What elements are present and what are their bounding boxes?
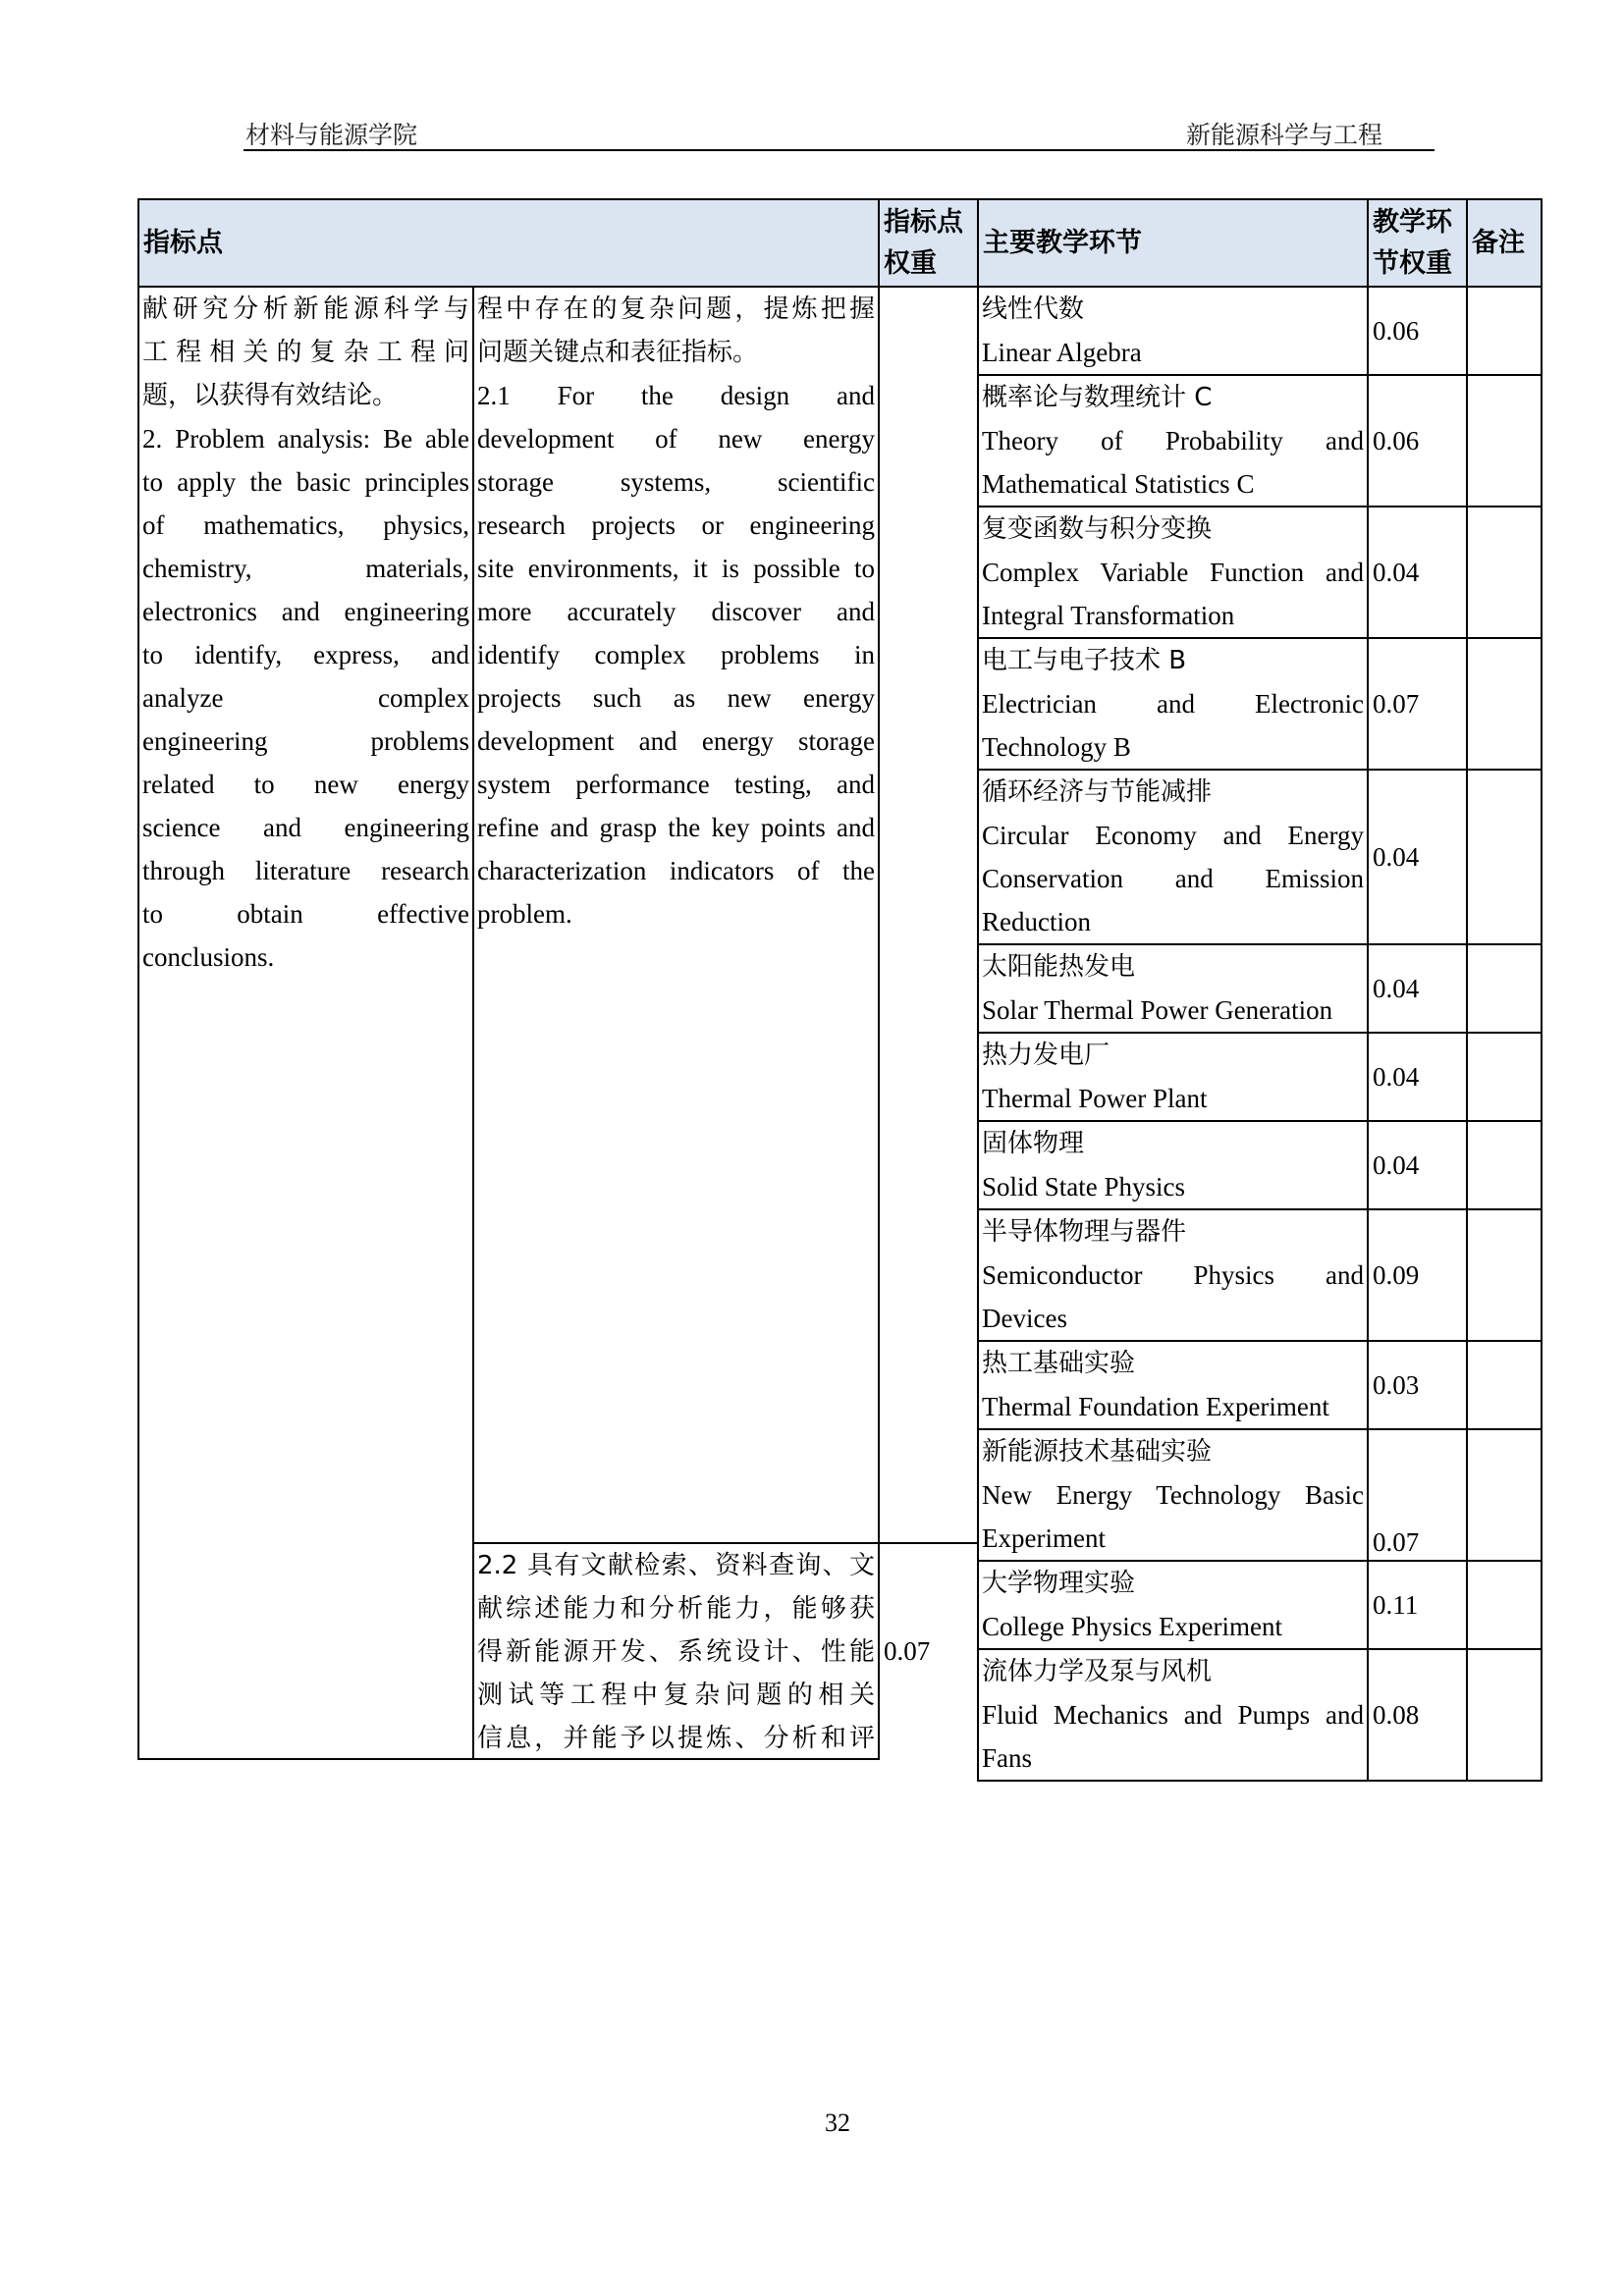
course-weight: 0.04 [1367,769,1468,945]
course-weight: 0.07 [1367,1428,1468,1562]
course-remark [1466,506,1543,639]
sub-indicator-2-1-text-line: storage systems, scientific [477,467,875,497]
course-name-en: Fans [982,1743,1033,1773]
sub-indicator-2-1-text-line: development and energy storage [477,726,875,756]
indicator-text-line: science and engineering [142,813,469,842]
course-remark [1466,769,1543,945]
course-name-cell [977,374,1369,507]
indicator-text-line: conclusions. [142,942,275,972]
course-remark [1466,1032,1543,1122]
course-name-en: Complex Variable Function and [982,558,1364,587]
header-main-teaching: 主要教学环节 [977,198,1369,288]
course-name-en: Thermal Foundation Experiment [982,1392,1329,1421]
course-name-en: Conservation and Emission [982,864,1364,893]
indicator-text-line: related to new energy [142,770,469,799]
course-name-zh: 热力发电厂 [982,1041,1110,1070]
course-name-en: Reduction [982,907,1091,936]
sub-indicator-2-1-weight [878,286,979,1544]
course-remark [1466,943,1543,1034]
header-teaching-weight-line1: 教学环 [1373,206,1452,238]
course-remark [1466,1560,1543,1650]
course-name-cell [977,1428,1369,1562]
page-header-left: 材料与能源学院 [245,121,418,149]
course-weight: 0.04 [1367,943,1468,1034]
indicator-text-line: of mathematics, physics, [142,510,469,540]
sub-indicator-2-2-text-line: 2.2 具有文献检索、资料查询、文 [477,1551,875,1580]
header-teaching-weight [1367,198,1468,288]
course-name-cell [977,506,1369,639]
course-name-en: Experiment [982,1523,1106,1553]
sub-indicator-2-1-text-line: more accurately discover and [477,597,875,626]
course-name-en: Solid State Physics [982,1172,1186,1201]
course-name-cell [977,1560,1369,1650]
sub-indicator-2-1-text-line: refine and grasp the key points and [477,813,875,842]
sub-indicator-2-2-text-line: 测试等工程中复杂问题的相关 [477,1681,875,1710]
course-name-zh: 半导体物理与器件 [982,1217,1187,1247]
indicator-text-line: analyze complex [142,683,469,713]
course-name-zh: 新能源技术基础实验 [982,1437,1213,1467]
course-name-cell [977,637,1369,771]
course-name-zh: 太阳能热发电 [982,952,1136,982]
indicator-text-line: engineering problems [142,726,469,756]
course-weight: 0.07 [1367,637,1468,771]
course-name-en: Solar Thermal Power Generation [982,995,1333,1025]
course-name-en: Circular Economy and Energy [982,821,1364,850]
indicator-description-cell [137,286,474,1760]
course-weight: 0.09 [1367,1208,1468,1342]
sub-indicator-2-1-text-line: 程中存在的复杂问题，提炼把握 [477,294,875,324]
course-name-en: Electrician and Electronic [982,689,1364,719]
course-name-en: Technology B [982,732,1131,762]
indicator-text-line: electronics and engineering [142,597,469,626]
course-name-cell [977,943,1369,1034]
course-name-en: Semiconductor Physics and [982,1260,1364,1290]
indicator-text-line: 献研究分析新能源科学与 [142,294,469,324]
indicator-text-line: chemistry, materials, [142,554,469,583]
course-weight: 0.11 [1367,1560,1468,1650]
course-name-zh: 复变函数与积分变换 [982,514,1213,544]
sub-indicator-2-2-text-line: 得新能源开发、系统设计、性能 [477,1637,875,1667]
course-name-en: Fluid Mechanics and Pumps and [982,1700,1364,1730]
sub-indicator-2-1-text-line: projects such as new energy [477,683,875,713]
header-indicator-weight-line2: 权重 [884,247,937,279]
course-name-cell [977,1208,1369,1342]
course-weight: 0.04 [1367,1032,1468,1122]
course-name-cell [977,1648,1369,1782]
course-remark [1466,1208,1543,1342]
sub-indicator-2-1-text-line: 问题关键点和表征指标。 [477,338,759,367]
course-name-zh: 概率论与数理统计 C [982,383,1213,412]
header-teaching-weight-line2: 节权重 [1373,247,1452,279]
course-name-en: College Physics Experiment [982,1612,1282,1641]
header-indicator: 指标点 [137,198,880,288]
sub-indicator-2-1-text-line: development of new energy [477,424,875,454]
sub-indicator-2-1-text-line: site environments, it is possible to [477,554,875,583]
sub-indicator-2-1-text-line: research projects or engineering [477,510,875,540]
course-weight: 0.08 [1367,1648,1468,1782]
course-remark [1466,286,1543,376]
sub-indicator-2-1-text-line: characterization indicators of the [477,856,875,885]
sub-indicator-2-1-text-line: problem. [477,899,572,929]
course-name-zh: 流体力学及泵与风机 [982,1657,1213,1686]
course-remark [1466,1120,1543,1210]
course-name-en: Mathematical Statistics C [982,469,1255,499]
course-name-zh: 线性代数 [982,294,1085,324]
indicator-text-line: 工程相关的复杂工程问 [142,338,469,367]
course-remark [1466,374,1543,507]
course-name-zh: 固体物理 [982,1129,1085,1158]
course-weight: 0.04 [1367,506,1468,639]
course-name-zh: 大学物理实验 [982,1569,1136,1598]
indicator-text-line: to apply the basic principles [142,467,469,497]
course-name-zh: 热工基础实验 [982,1349,1136,1378]
course-name-en: Linear Algebra [982,338,1142,367]
header-indicator-weight [878,198,979,288]
course-remark [1466,1340,1543,1430]
sub-indicator-2-1-text-line: 2.1 For the design and [477,381,875,410]
indicator-text-line: to obtain effective [142,899,469,929]
sub-indicator-2-1-text-line: system performance testing, and [477,770,875,799]
course-name-cell [977,286,1369,376]
course-name-en: Theory of Probability and [982,426,1364,455]
course-weight: 0.04 [1367,1120,1468,1210]
course-name-cell [977,769,1369,945]
header-remarks: 备注 [1466,198,1543,288]
course-name-en: Integral Transformation [982,601,1235,630]
course-weight: 0.03 [1367,1340,1468,1430]
header-indicator-weight-line1: 指标点 [884,206,963,238]
course-remark [1466,1648,1543,1782]
course-name-en: Devices [982,1304,1067,1333]
page-number: 32 [825,2109,850,2137]
sub-indicator-2-2-weight: 0.07 [884,1635,931,1666]
sub-indicator-2-1-text-line: identify complex problems in [477,640,875,669]
indicator-text-line: 题，以获得有效结论。 [142,381,399,410]
course-name-en: New Energy Technology Basic [982,1480,1364,1510]
page-header-right: 新能源科学与工程 [1186,121,1383,149]
sub-indicator-2-1-cell [472,286,880,1544]
course-weight: 0.06 [1367,374,1468,507]
sub-indicator-2-2-text-line: 信息，并能予以提炼、分析和评 [477,1724,875,1753]
header-rule [244,149,1435,151]
course-weight: 0.06 [1367,286,1468,376]
course-name-en: Thermal Power Plant [982,1084,1208,1113]
indicator-text-line: 2. Problem analysis: Be able [142,424,469,454]
course-name-cell [977,1120,1369,1210]
indicator-text-line: through literature research [142,856,469,885]
course-name-cell [977,1340,1369,1430]
course-name-cell [977,1032,1369,1122]
indicator-text-line: to identify, express, and [142,640,469,669]
course-name-zh: 电工与电子技术 B [982,646,1187,675]
sub-indicator-2-2-text-line: 献综述能力和分析能力，能够获 [477,1594,875,1624]
course-remark [1466,1428,1543,1562]
course-name-zh: 循环经济与节能减排 [982,777,1213,807]
sub-indicator-2-2-cell [472,1542,880,1760]
course-remark [1466,637,1543,771]
